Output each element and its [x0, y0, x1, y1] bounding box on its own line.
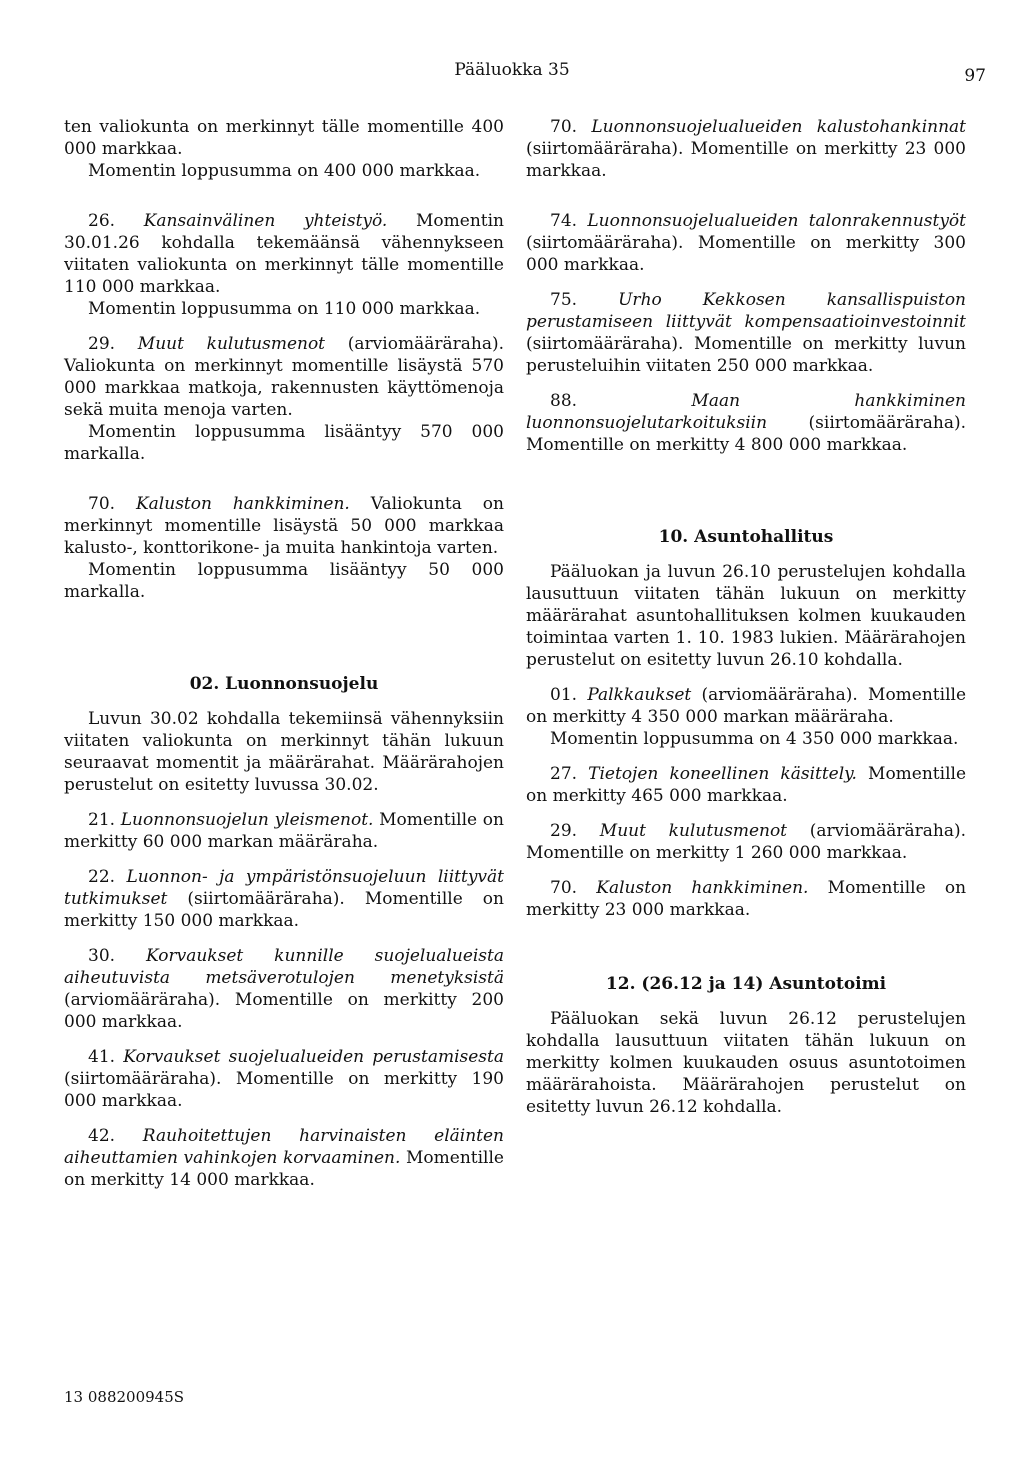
item-01: 01. Palkkaukset (arviomääräraha). Momentille on merkitty 4 350 000 markan määräraha. — [526, 685, 967, 727]
item-70-kalustohankinnat: 70. Luonnonsuojelualueiden kalustohankinnat (siirtomääräraha). Momentille on merkitty 23 000 markkaa. — [526, 117, 966, 181]
item-29: 29. Muut kulutusmenot (arviomääräraha). Valiokunta on merkinnyt momentille lisäystä 570 000 markkaa matkoja, rakennusten käyttömenoja sekä muita menoja varten. — [64, 334, 504, 420]
item-42: 42. Rauhoitettujen harvinaisten eläinten aiheuttamien vahinkojen korvaaminen. Momentille on merkitty 14 000 markkaa. — [64, 1126, 505, 1190]
section-heading-02: 02. Luonnonsuojelu — [189, 674, 379, 694]
section-10-intro: Pääluokan ja luvun 26.10 perustelujen kohdalla lausuttuun viitaten tähän lukuun on merkitty määrärahat asuntohallituksen kolmen kuukauden toimintaa varten 1. 10. 1983 lukien. Määrärahojen perustelut on esitetty luvun 26.10 kohdalla. — [526, 562, 966, 670]
item-88: 88. Maan hankkiminen luonnonsuojelutarkoituksiin (siirtomääräraha). Momentille on merkitty 4 800 000 markkaa. — [526, 391, 966, 455]
section-12-intro: Pääluokan sekä luvun 26.12 perustelujen kohdalla lausuttuun viitaten tähän lukuun on merkitty kolmen kuukauden osuus asuntotoimen määrärahoista. Määrärahojen perustelut on esitetty luvun 26.12 kohdalla. — [526, 1009, 966, 1117]
item-70: 70. Kaluston hankkiminen. Valiokunta on merkinnyt momentille lisäystä 50 000 markkaa kalusto-, konttorikone- ja muita hankintoja varten. — [64, 494, 504, 558]
left-column — [64, 116, 504, 1191]
right-column — [526, 116, 966, 1118]
item-30: 30. Korvaukset kunnille suojelualueista aiheutuvista metsäverotulojen menetyksistä (arviomääräraha). Momentille on merkitty 200 000 markkaa. — [64, 946, 505, 1032]
item-27: 27. Tietojen koneellinen käsittely. Momentille on merkitty 465 000 markkaa. — [526, 764, 967, 806]
item-22: 22. Luonnon- ja ympäristönsuojeluun liittyvät tutkimukset (siirtomääräraha). Momentille on merkitty 150 000 markkaa. — [64, 867, 504, 931]
item-29-right: 29. Muut kulutusmenot (arviomääräraha). Momentille on merkitty 1 260 000 markkaa. — [526, 821, 966, 863]
item-75: 75. Urho Kekkosen kansallispuiston perustamiseen liittyvät kompensaatioinvestoinnit (siirtomääräraha). Momentille on merkitty luvun perusteluihin viitaten 250 000 markkaa. — [526, 290, 967, 376]
page-header-title: Pääluokka 35 — [454, 60, 570, 80]
item-01-sum: Momentin loppusumma on 4 350 000 markkaa. — [550, 729, 959, 749]
item-29-sum: Momentin loppusumma lisääntyy 570 000 markalla. — [64, 422, 504, 464]
item-41: 41. Korvaukset suojelualueiden perustamisesta (siirtomääräraha). Momentille on merkitty 190 000 markkaa. — [64, 1047, 504, 1111]
page-number: 97 — [964, 66, 986, 86]
paragraph: ten valiokunta on merkinnyt tälle momentille 400 000 markkaa. — [64, 117, 504, 159]
item-26-sum: Momentin loppusumma on 110 000 markkaa. — [88, 299, 481, 319]
footer-code: 13 088200945S — [64, 1388, 185, 1406]
item-70-sum: Momentin loppusumma lisääntyy 50 000 markalla. — [64, 560, 504, 602]
item-21: 21. Luonnonsuojelun yleismenot. Momentille on merkitty 60 000 markan määräraha. — [64, 810, 504, 852]
section-heading-10: 10. Asuntohallitus — [658, 527, 834, 547]
item-70-right: 70. Kaluston hankkiminen. Momentille on merkitty 23 000 markkaa. — [526, 878, 967, 920]
section-heading-12: 12. (26.12 ja 14) Asuntotoimi — [605, 974, 887, 994]
section-02-intro: Luvun 30.02 kohdalla tekemiinsä vähennyksiin viitaten valiokunta on merkinnyt tähän lukuun seuraavat momentit ja määrärahat. Määrärahojen perustelut on esitetty luvussa 30.02. — [64, 709, 504, 795]
item-74: 74. Luonnonsuojelualueiden talonrakennustyöt (siirtomääräraha). Momentille on merkitty 300 000 markkaa. — [526, 211, 967, 275]
item-26: 26. Kansainvälinen yhteistyö. Momentin 30.01.26 kohdalla tekemäänsä vähennykseen viitaten valiokunta on merkinnyt tälle momentille 110 000 markkaa. — [64, 211, 504, 297]
paragraph-sum: Momentin loppusumma on 400 000 markkaa. — [88, 161, 481, 181]
